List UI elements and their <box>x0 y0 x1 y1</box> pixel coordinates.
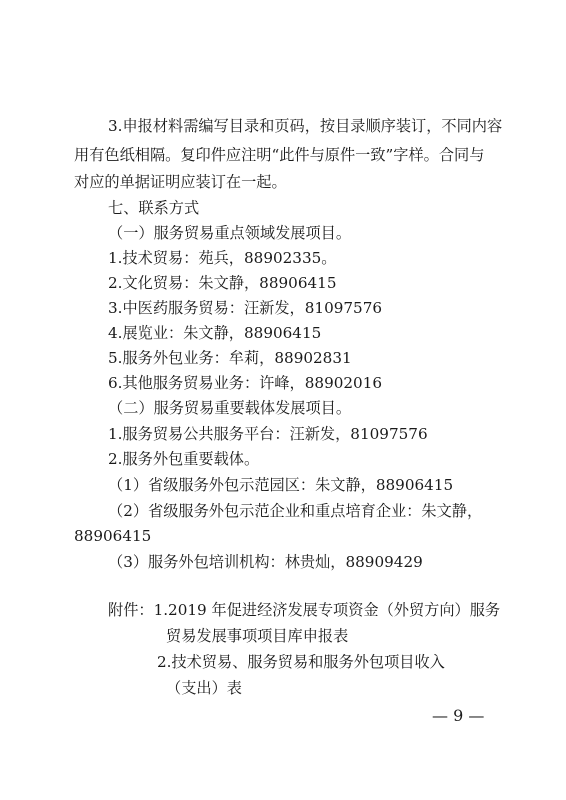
contact-item: 1.技术贸易：苑兵，88902335。 <box>108 249 337 267</box>
attachment-line-2: 贸易发展事项项目库申报表 <box>166 627 349 645</box>
section-heading: 七、联系方式 <box>108 199 200 217</box>
attachment-line-1: 附件：1.2019 年促进经济发展专项资金（外贸方向）服务 <box>108 601 501 619</box>
contact-item: 2.文化贸易：朱文静，88906415 <box>108 274 337 292</box>
contact-item: 2.服务外包重要载体。 <box>108 450 260 468</box>
subsection-title-2: （二）服务贸易重要载体发展项目。 <box>108 399 351 417</box>
paragraph-3-line-3: 对应的单据证明应装订在一起。 <box>74 173 287 191</box>
contact-item: （2）省级服务外包示范企业和重点培育企业：朱文静， <box>108 502 483 520</box>
contact-item-continuation: 88906415 <box>74 527 152 545</box>
subsection-title-1: （一）服务贸易重点领域发展项目。 <box>108 224 351 242</box>
paragraph-3-line-1: 3.申报材料需编写目录和页码，按目录顺序装订，不同内容 <box>108 117 503 135</box>
contact-item: 4.展览业：朱文静，88906415 <box>108 324 322 342</box>
contact-item: 5.服务外包业务：牟莉，88902831 <box>108 349 352 367</box>
paragraph-3-line-2: 用有色纸相隔。复印件应注明“此件与原件一致”字样。合同与 <box>74 146 485 164</box>
contact-item: 1.服务贸易公共服务平台：汪新发，81097576 <box>108 425 428 443</box>
attachment-line-3: 2.技术贸易、服务贸易和服务外包项目收入 <box>157 653 445 671</box>
attachment-line-4: （支出）表 <box>166 679 242 697</box>
contact-item: 3.中医药服务贸易：汪新发，81097576 <box>108 299 383 317</box>
contact-item: （1）省级服务外包示范园区：朱文静，88906415 <box>108 476 454 494</box>
contact-item: （3）服务外包培训机构：林贵灿，88909429 <box>108 553 423 571</box>
page-number: — 9 — <box>432 706 485 725</box>
contact-item: 6.其他服务贸易业务：许峰，88902016 <box>108 374 383 392</box>
